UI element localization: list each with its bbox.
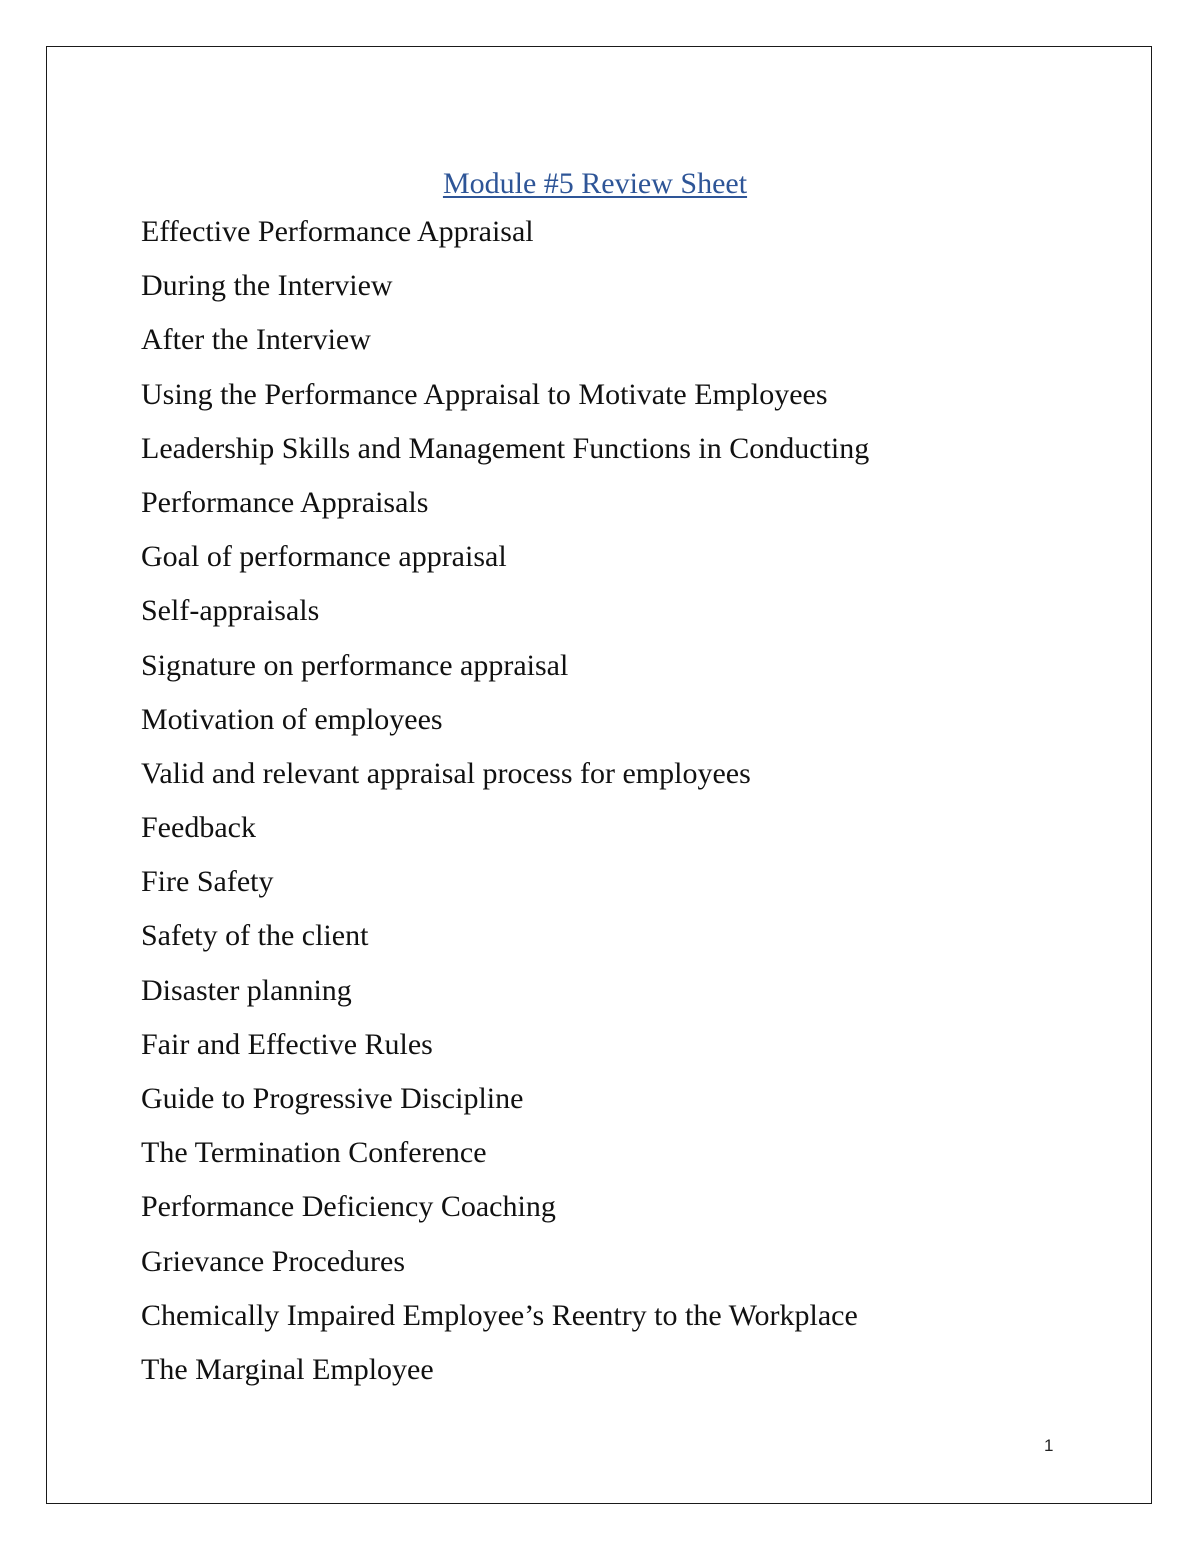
list-item: Feedback bbox=[141, 811, 256, 845]
list-item: Fair and Effective Rules bbox=[141, 1027, 433, 1061]
list-item: Valid and relevant appraisal process for employees bbox=[141, 756, 751, 790]
list-item: Grievance Procedures bbox=[141, 1244, 406, 1278]
list-item: After the Interview bbox=[141, 323, 371, 357]
list-item: Disaster planning bbox=[141, 973, 352, 1007]
list-item: Guide to Progressive Discipline bbox=[141, 1082, 524, 1115]
list-item: Self-appraisals bbox=[141, 594, 320, 628]
page-title-text: Module #5 Review Sheet bbox=[442, 167, 748, 200]
list-item: Safety of the client bbox=[141, 919, 369, 953]
list-item: The Marginal Employee bbox=[141, 1352, 434, 1386]
list-item: Performance Appraisals bbox=[141, 485, 429, 519]
list-item: Motivation of employees bbox=[141, 702, 443, 736]
list-item: Chemically Impaired Employee’s Reentry to the Workplace bbox=[141, 1298, 858, 1332]
topic-list bbox=[141, 205, 1121, 1397]
list-item: Fire Safety bbox=[141, 865, 274, 899]
list-item: Goal of performance appraisal bbox=[141, 540, 507, 574]
list-item: Using the Performance Appraisal to Motivate Employees bbox=[141, 377, 828, 411]
page-number: 1 bbox=[1044, 1436, 1054, 1455]
list-item: The Termination Conference bbox=[141, 1136, 487, 1170]
list-item: During the Interview bbox=[141, 269, 393, 303]
page-title bbox=[0, 166, 1200, 202]
list-item: Performance Deficiency Coaching bbox=[141, 1190, 556, 1224]
list-item: Signature on performance appraisal bbox=[141, 648, 569, 682]
list-item: Effective Performance Appraisal bbox=[141, 215, 534, 248]
list-item: Leadership Skills and Management Functions in Conducting bbox=[141, 431, 870, 465]
